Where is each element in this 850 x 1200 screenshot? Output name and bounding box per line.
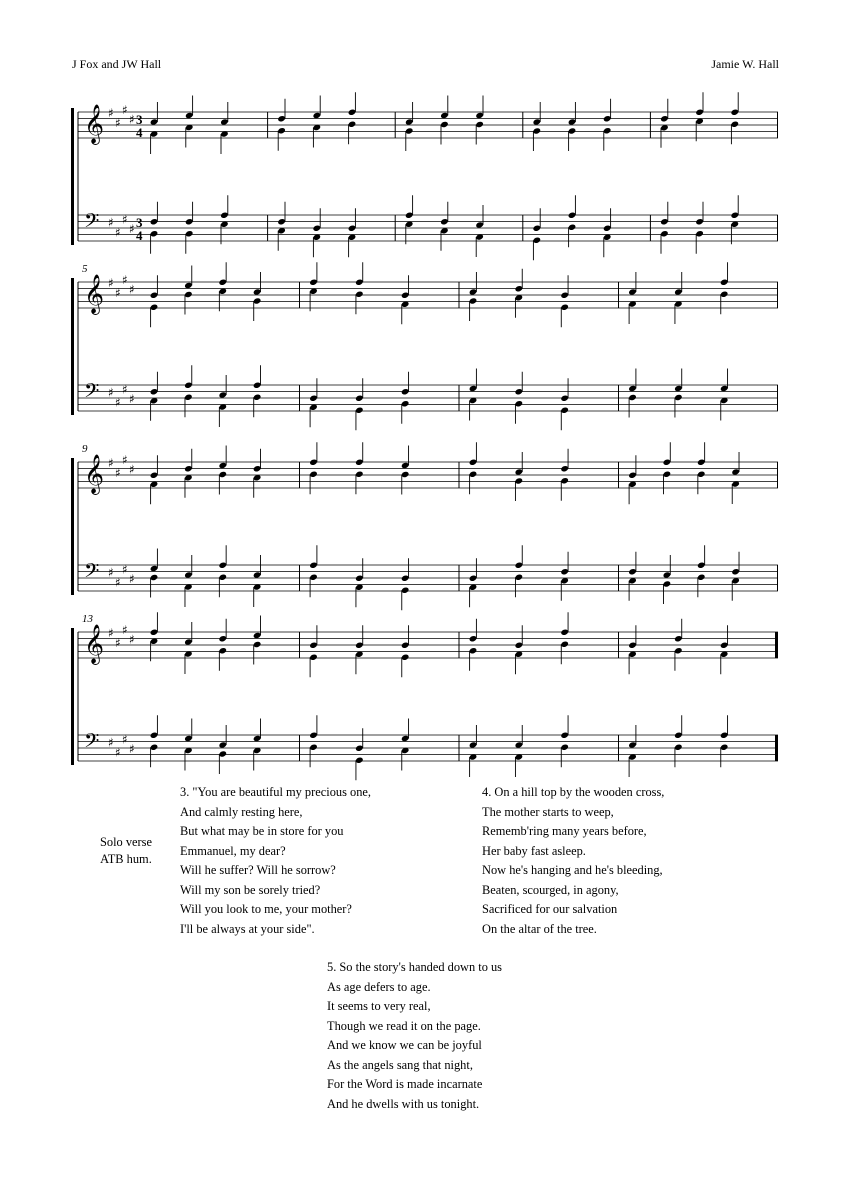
treble-clef-icon: 𝄞 [84,454,105,494]
sharp-icon: ♯ [129,462,135,477]
verse-line: For the Word is made incarnate [327,1077,483,1091]
sharp-icon: ♯ [129,282,135,297]
composer-credit: Jamie W. Hall [711,57,779,71]
sharp-icon: ♯ [122,732,128,747]
measure-number: 13 [82,613,93,625]
bass-staff [78,209,778,241]
solo-instruction [100,834,152,868]
lyric-line-1 [78,333,778,347]
verse-line: Now he's hanging and he's bleeding, [482,863,663,877]
music-system-3 [78,443,778,610]
sharp-icon: ♯ [122,382,128,397]
verse-5 [327,958,502,1114]
sharp-icon: ♯ [108,735,114,750]
system-bracket [71,278,74,415]
verse-line: 3. "You are beautiful my precious one, [180,785,371,799]
sharp-icon: ♯ [108,385,114,400]
verse-line: Will he suffer? Will he sorrow? [180,863,336,877]
treble-staff [78,623,778,665]
bass-clef-icon: 𝄢 [84,729,100,757]
verse-4 [482,783,664,939]
bass-clef-icon: 𝄢 [84,379,100,407]
sharp-icon: ♯ [115,395,121,410]
verse-line: Beaten, scourged, in agony, [482,882,619,897]
treble-clef-icon: 𝄞 [84,274,105,314]
treble-staff [78,273,778,315]
lyric-line-2 [78,687,778,701]
treble-staff [78,453,778,495]
lyric-line-2 [78,347,778,361]
verse-line: And we know we can be joyful [327,1038,482,1052]
sharp-icon: ♯ [108,456,114,470]
music-system-1 [78,100,778,260]
sharp-icon: ♯ [108,276,114,290]
final-barline [775,632,778,658]
bass-clef-icon: 𝄢 [84,209,100,237]
sharp-icon: ♯ [122,452,128,467]
verse-line: But what may be in store for you [180,824,344,838]
sharp-icon: ♯ [129,572,135,586]
sharp-icon: ♯ [115,745,121,760]
lyric-line-2 [78,168,778,182]
verse-line: Will you look to me, your mother? [180,902,352,916]
sharp-icon: ♯ [115,115,121,130]
measure-number: 9 [82,443,88,455]
music-system-4 [78,613,778,780]
verse-line: Emmanuel, my dear? [180,843,286,858]
sharp-icon: ♯ [122,102,128,117]
sharp-icon: ♯ [122,622,128,637]
verse-line: Sacrificed for our salvation [482,902,618,916]
lyric-line-2 [78,525,778,539]
solo-instruction-line: ATB hum. [100,852,152,866]
sharp-icon: ♯ [129,632,135,647]
sharp-icon: ♯ [108,565,114,580]
sharp-icon: ♯ [115,225,121,240]
system-bracket [71,628,74,765]
verse-line: And calmly resting here, [180,804,303,819]
bass-staff [78,559,778,591]
verse-line: The mother starts to weep, [482,804,614,819]
bass-staff [78,729,778,761]
treble-clef-icon: 𝄞 [84,624,105,664]
lyric-line-1 [78,154,778,168]
sharp-icon: ♯ [108,626,114,640]
system-bracket [71,458,74,595]
treble-clef-icon: 𝄞 [84,104,105,144]
verse-line: 4. On a hill top by the wooden cross, [482,785,665,799]
music-system-2 [78,263,778,430]
verse-line: As age defers to age. [327,979,431,994]
sharp-icon: ♯ [108,106,114,120]
sharp-icon: ♯ [115,465,121,480]
verse-line: I'll be always at your side". [180,921,315,936]
verse-line: It seems to very real, [327,999,431,1013]
sharp-icon: ♯ [122,562,128,577]
bass-clef-icon: 𝄢 [84,559,100,587]
sharp-icon: ♯ [115,575,121,590]
sharp-icon: ♯ [129,222,135,236]
sharp-icon: ♯ [122,272,128,287]
system-bracket [71,108,74,245]
verse-line: And he dwells with us tonight. [327,1096,480,1111]
final-barline [775,735,778,761]
lyric-line-1 [78,673,778,687]
time-signature-bottom: 4 [136,228,143,243]
score-svg [78,620,778,795]
verse-3 [180,783,371,939]
verse-line: Rememb'ring many years before, [482,824,647,838]
sharp-icon: ♯ [122,212,128,227]
verse-line: 5. So the story's handed down to us [327,960,503,974]
sharp-icon: ♯ [115,285,121,300]
verse-line: As the angels sang that night, [327,1057,473,1072]
verse-line: Her baby fast asleep. [482,843,586,858]
verse-line: On the altar of the tree. [482,921,597,936]
measure-number: 5 [82,263,88,275]
arranger-credit: J Fox and JW Hall [72,57,162,71]
time-signature-top: 3 [136,112,143,127]
sharp-icon: ♯ [129,112,135,127]
sharp-icon: ♯ [108,215,114,230]
bass-staff [78,379,778,411]
lyric-line-1 [78,511,778,525]
sharp-icon: ♯ [129,742,135,756]
sharp-icon: ♯ [129,392,135,406]
time-signature-bottom: 4 [136,125,143,140]
verse-line: Will my son be sorely tried? [180,882,321,897]
treble-staff [78,103,778,145]
sharp-icon: ♯ [115,635,121,650]
solo-instruction-line: Solo verse [100,835,152,849]
time-signature-top: 3 [136,215,143,230]
verse-line: Though we read it on the page. [327,1018,481,1033]
score-svg [78,100,778,275]
